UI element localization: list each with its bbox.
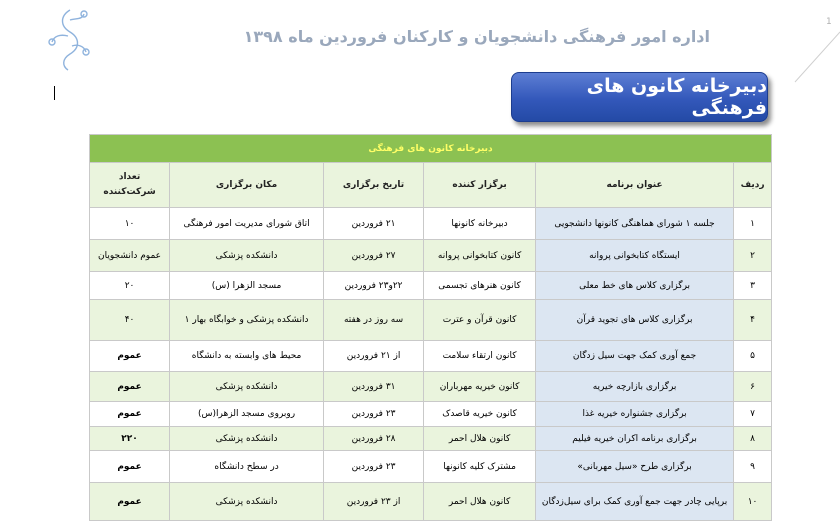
section-banner: دبیرخانه کانون های فرهنگی <box>511 72 768 122</box>
cell-place: دانشکده پزشکی و خوابگاه بهار ۱ <box>170 300 324 341</box>
cell-participants: ۲۲۰ <box>90 427 170 451</box>
programs-table <box>89 134 772 521</box>
cell-row-no: ۴ <box>734 300 772 341</box>
cell-row-no: ۲ <box>734 240 772 272</box>
cell-row-no: ۸ <box>734 427 772 451</box>
cell-program-title: برگزاری جشنواره خیریه غذا <box>536 402 734 427</box>
cell-participants: ۲۰ <box>90 272 170 300</box>
cell-participants: عموم <box>90 483 170 521</box>
cell-place: دانشکده پزشکی <box>170 240 324 272</box>
cell-row-no: ۱۰ <box>734 483 772 521</box>
table-row <box>90 300 772 341</box>
cell-organizer: کانون هلال احمر <box>424 427 536 451</box>
cell-row-no: ۵ <box>734 341 772 372</box>
cell-organizer: کانون خیریه مهرباران <box>424 372 536 402</box>
cell-organizer: کانون خیریه قاصدک <box>424 402 536 427</box>
cell-program-title: برگزاری کلاس های تجوید قرآن <box>536 300 734 341</box>
floral-ornament-icon <box>48 6 92 72</box>
cell-organizer: کانون قرآن و عترت <box>424 300 536 341</box>
cell-date: ۲۷ فروردین <box>324 240 424 272</box>
header-organizer: برگزار کننده <box>424 163 536 208</box>
cell-place: دانشکده پزشکی <box>170 372 324 402</box>
cell-program-title: برپایی چادر جهت جمع آوری کمک برای سیل‌زدگان <box>536 483 734 521</box>
cell-row-no: ۳ <box>734 272 772 300</box>
cell-participants: عموم <box>90 451 170 483</box>
cell-participants: عموم دانشجویان <box>90 240 170 272</box>
cell-organizer: کانون هلال احمر <box>424 483 536 521</box>
cell-date: از ۲۳ فروردین <box>324 483 424 521</box>
cell-row-no: ۷ <box>734 402 772 427</box>
text-cursor <box>54 86 55 100</box>
cell-date: ۲۱ فروردین <box>324 208 424 240</box>
cell-date: از ۲۱ فروردین <box>324 341 424 372</box>
cell-date: ۲۳ فروردین <box>324 451 424 483</box>
cell-participants: عموم <box>90 341 170 372</box>
cell-date: ۲۲و۲۳ فروردین <box>324 272 424 300</box>
cell-organizer: مشترک کلیه کانونها <box>424 451 536 483</box>
table-caption: دبیرخانه کانون های فرهنگی <box>90 135 772 163</box>
header-row-no: ردیف <box>734 163 772 208</box>
cell-program-title: برگزاری برنامه اکران خیریه فیلیم <box>536 427 734 451</box>
page-number: 1 <box>826 17 832 27</box>
cell-date: ۲۸ فروردین <box>324 427 424 451</box>
cell-date: ۲۳ فروردین <box>324 402 424 427</box>
table-row <box>90 272 772 300</box>
header-place: مکان برگزاری <box>170 163 324 208</box>
table-row <box>90 240 772 272</box>
cell-date: ۳۱ فروردین <box>324 372 424 402</box>
cell-place: روبروی مسجد الزهرا(س) <box>170 402 324 427</box>
cell-program-title: برگزاری کلاس های خط معلی <box>536 272 734 300</box>
cell-program-title: برگزاری طرح «سیل مهربانی» <box>536 451 734 483</box>
cell-date: سه روز در هفته <box>324 300 424 341</box>
cell-participants: عموم <box>90 372 170 402</box>
table-row <box>90 451 772 483</box>
cell-place: دانشکده پزشکی <box>170 483 324 521</box>
table-row <box>90 341 772 372</box>
cell-place: دانشکده پزشکی <box>170 427 324 451</box>
cell-participants: ۱۰ <box>90 208 170 240</box>
corner-line-decoration <box>785 0 840 85</box>
table-row <box>90 483 772 521</box>
cell-organizer: کانون ارتقاء سلامت <box>424 341 536 372</box>
cell-participants: ۴۰ <box>90 300 170 341</box>
cell-program-title: جمع آوری کمک جهت سیل زدگان <box>536 341 734 372</box>
table-row <box>90 402 772 427</box>
cell-program-title: جلسه ۱ شورای هماهنگی کانونها دانشجویی <box>536 208 734 240</box>
cell-place: در سطح دانشگاه <box>170 451 324 483</box>
cell-place: اتاق شورای مدیریت امور فرهنگی <box>170 208 324 240</box>
cell-program-title: ایستگاه کتابخوانی پروانه <box>536 240 734 272</box>
cell-row-no: ۹ <box>734 451 772 483</box>
cell-organizer: کانون هنرهای تجسمی <box>424 272 536 300</box>
cell-place: محیط های وابسته به دانشگاه <box>170 341 324 372</box>
cell-organizer: کانون کتابخوانی پروانه <box>424 240 536 272</box>
cell-organizer: دبیرخانه کانونها <box>424 208 536 240</box>
cell-row-no: ۱ <box>734 208 772 240</box>
header-participants: تعداد شرکت‌کننده <box>90 163 170 208</box>
cell-program-title: برگزاری بازارچه خیریه <box>536 372 734 402</box>
table-row <box>90 427 772 451</box>
cell-place: مسجد الزهرا (س) <box>170 272 324 300</box>
table-row <box>90 208 772 240</box>
cell-participants: عموم <box>90 402 170 427</box>
table-row <box>90 372 772 402</box>
document-header-title: اداره امور فرهنگی دانشجویان و کارکنان فروردین ماه ۱۳۹۸ <box>243 27 710 46</box>
cell-row-no: ۶ <box>734 372 772 402</box>
header-date: تاریخ برگزاری <box>324 163 424 208</box>
header-program-title: عنوان برنامه <box>536 163 734 208</box>
